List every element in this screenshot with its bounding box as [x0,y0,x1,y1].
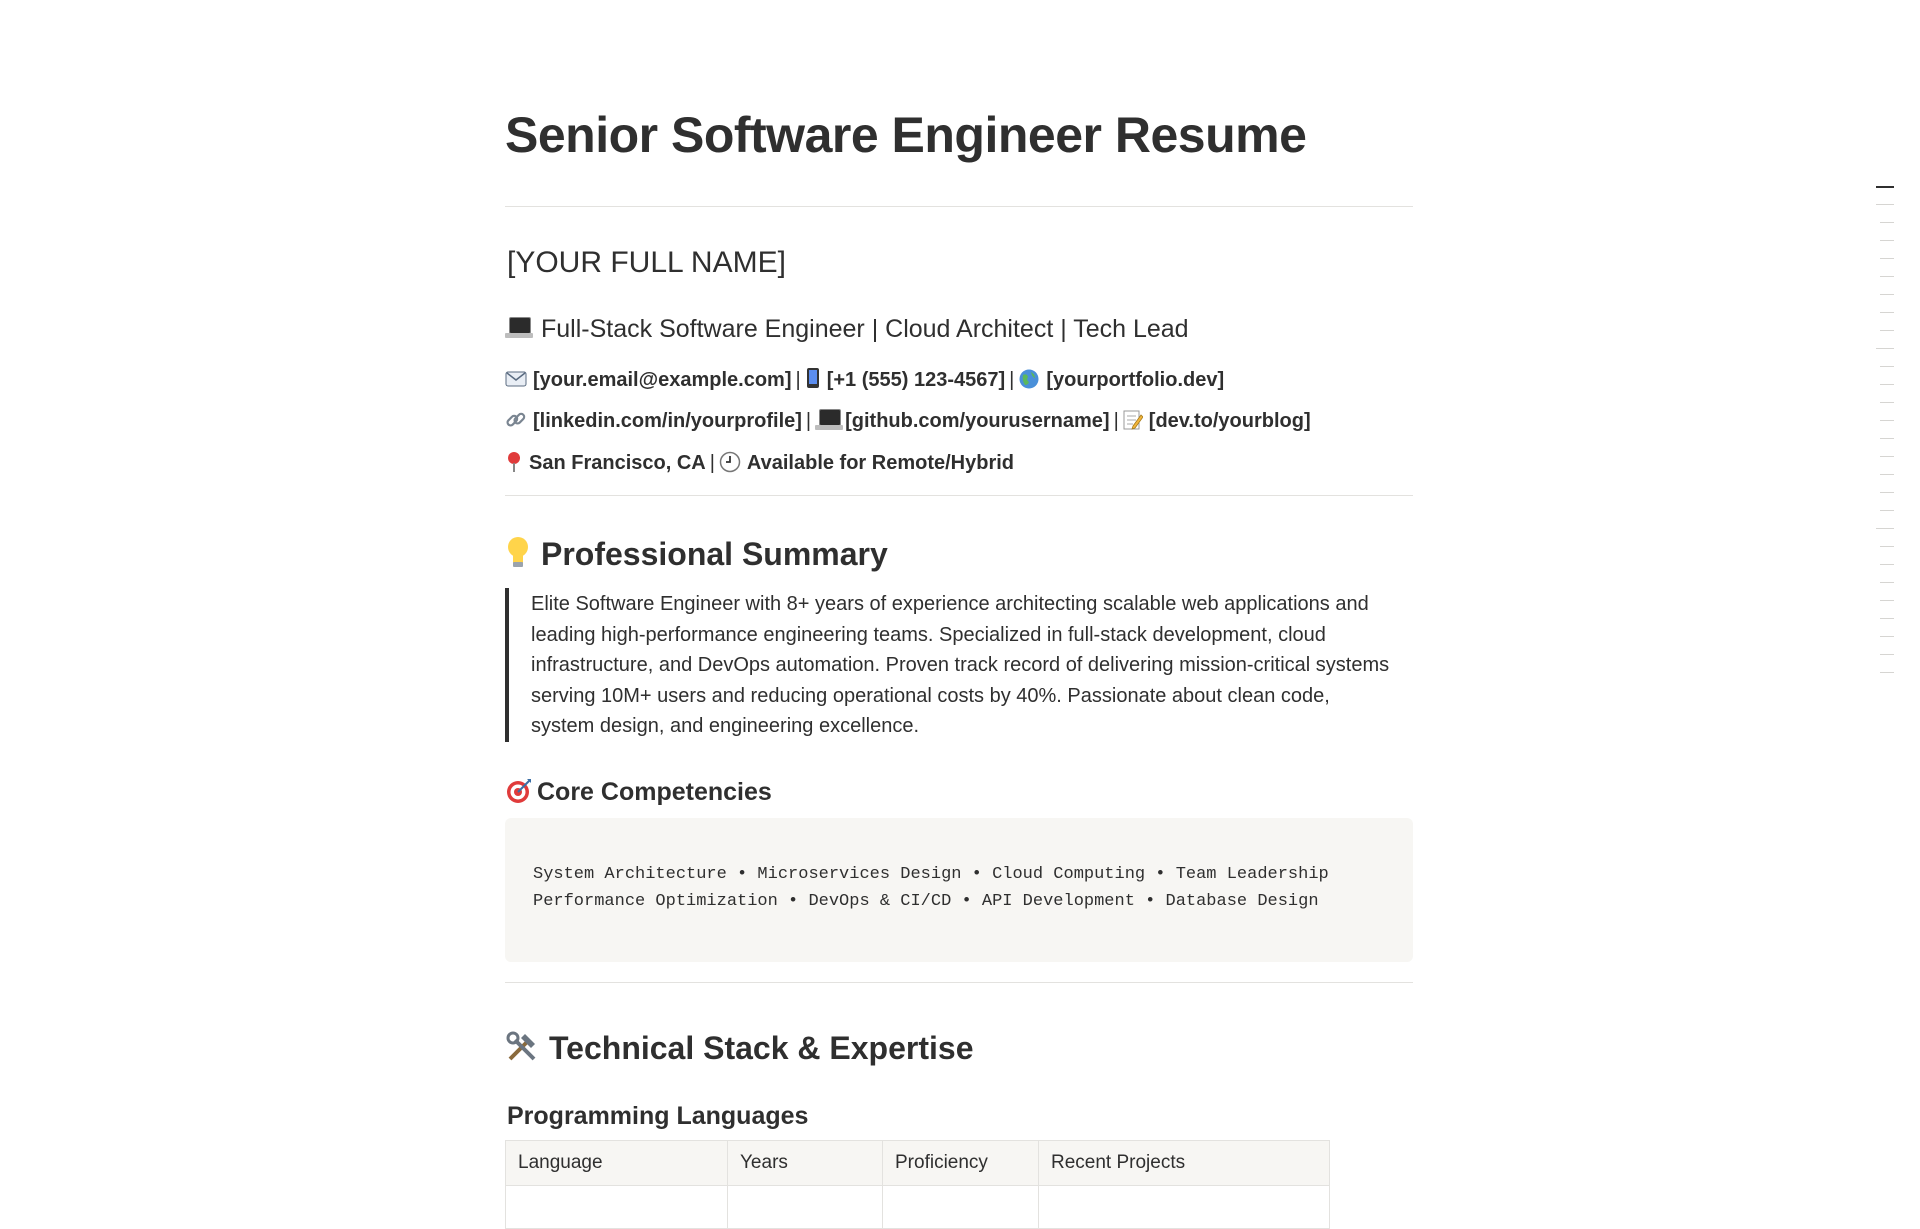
divider [505,495,1413,496]
toc-marker[interactable] [1880,276,1894,277]
table-cell [506,1186,728,1229]
toc-marker[interactable] [1880,258,1894,259]
link-icon [505,409,527,433]
table-cell [883,1186,1039,1229]
table-cell [728,1186,883,1229]
email-icon [505,369,527,392]
toc-marker[interactable] [1876,348,1894,349]
laptop-icon [815,409,839,429]
column-header-recent-projects[interactable]: Recent Projects [1039,1141,1330,1186]
phone-link[interactable]: [+1 (555) 123-4567] [826,369,1006,391]
email-link[interactable]: [your.email@example.com] [533,369,792,391]
toc-marker[interactable] [1880,366,1894,367]
competencies-heading-text: Core Competencies [537,778,772,806]
column-header-proficiency[interactable]: Proficiency [883,1141,1039,1186]
separator: | [709,452,715,474]
clock-icon [719,451,741,475]
contact-line-2 [505,409,1311,433]
toc-marker[interactable] [1880,294,1894,295]
memo-icon [1123,409,1143,433]
column-header-language[interactable]: Language [506,1141,728,1186]
professional-summary-heading [505,535,888,573]
divider [505,206,1413,207]
toc-marker[interactable] [1880,564,1894,565]
blog-link[interactable]: [dev.to/yourblog] [1148,410,1311,432]
job-title-line [505,315,1189,344]
toc-marker[interactable] [1880,510,1894,511]
summary-heading-text: Professional Summary [541,536,888,572]
toc-marker[interactable] [1880,636,1894,637]
core-competencies-heading [505,777,772,807]
table-row [506,1186,1330,1229]
programming-languages-heading: Programming Languages [507,1102,809,1130]
table-cell [1039,1186,1330,1229]
availability-text: Available for Remote/Hybrid [746,452,1015,474]
pin-icon [505,451,523,475]
laptop-icon [505,317,533,339]
toc-marker[interactable] [1880,402,1894,403]
location-text: San Francisco, CA [529,452,706,474]
linkedin-link[interactable]: [linkedin.com/in/yourprofile] [533,410,802,432]
contact-line-3 [505,451,1014,475]
toc-marker[interactable] [1880,474,1894,475]
contact-line-1 [505,367,1224,392]
table-header-row [506,1141,1330,1186]
github-link[interactable]: [github.com/yourusername] [845,410,1110,432]
summary-text: Elite Software Engineer with 8+ years of experience architecting scalable web applications and leading high-performance engineering teams. Specialized in full-stack development, cloud infrastructure, and DevOps automation. Proven track record of delivering mission-critical systems serving 10M+ users and reducing operational costs by 40%. Passionate about clean code, system design, and engineering excellence. [531,593,1390,738]
technical-heading-text: Technical Stack & Expertise [549,1030,974,1066]
summary-quote [505,588,1395,742]
toc-marker[interactable] [1880,438,1894,439]
toc-marker[interactable] [1876,528,1894,529]
toc-marker[interactable] [1880,222,1894,223]
job-title-text: Full-Stack Software Engineer | Cloud Architect | Tech Lead [541,315,1189,343]
technical-stack-heading [505,1030,973,1067]
toc-marker[interactable] [1880,582,1894,583]
lightbulb-icon [505,535,531,573]
competencies-line: System Architecture • Microservices Design • Cloud Computing • Team Leadership [533,865,1329,884]
toc-marker[interactable] [1880,672,1894,673]
toc-marker[interactable] [1880,600,1894,601]
toc-marker[interactable] [1880,312,1894,313]
toc-marker[interactable] [1880,330,1894,331]
toc-marker[interactable] [1880,384,1894,385]
toc-marker[interactable] [1880,456,1894,457]
toc-marker[interactable] [1880,420,1894,421]
separator: | [805,410,812,432]
column-header-years[interactable]: Years [728,1141,883,1186]
toc-marker[interactable] [1880,240,1894,241]
separator: | [1113,410,1119,432]
toc-marker[interactable] [1880,546,1894,547]
separator: | [1009,369,1015,391]
toc-marker[interactable] [1876,186,1894,188]
full-name-heading: [YOUR FULL NAME] [507,246,786,279]
portfolio-link[interactable]: [yourportfolio.dev] [1046,369,1225,391]
competencies-code-block [505,818,1413,962]
target-icon [505,777,533,807]
page-title: Senior Software Engineer Resume [505,107,1307,163]
competencies-line: Performance Optimization • DevOps & CI/CD • API Development • Database Design [533,892,1319,911]
tools-icon [505,1030,539,1067]
toc-marker[interactable] [1876,204,1894,205]
languages-table [505,1140,1330,1229]
toc-marker[interactable] [1880,492,1894,493]
toc-marker[interactable] [1880,618,1894,619]
phone-icon [805,367,821,392]
divider [505,982,1413,983]
globe-icon [1018,368,1040,392]
toc-marker[interactable] [1880,654,1894,655]
separator: | [795,369,801,391]
